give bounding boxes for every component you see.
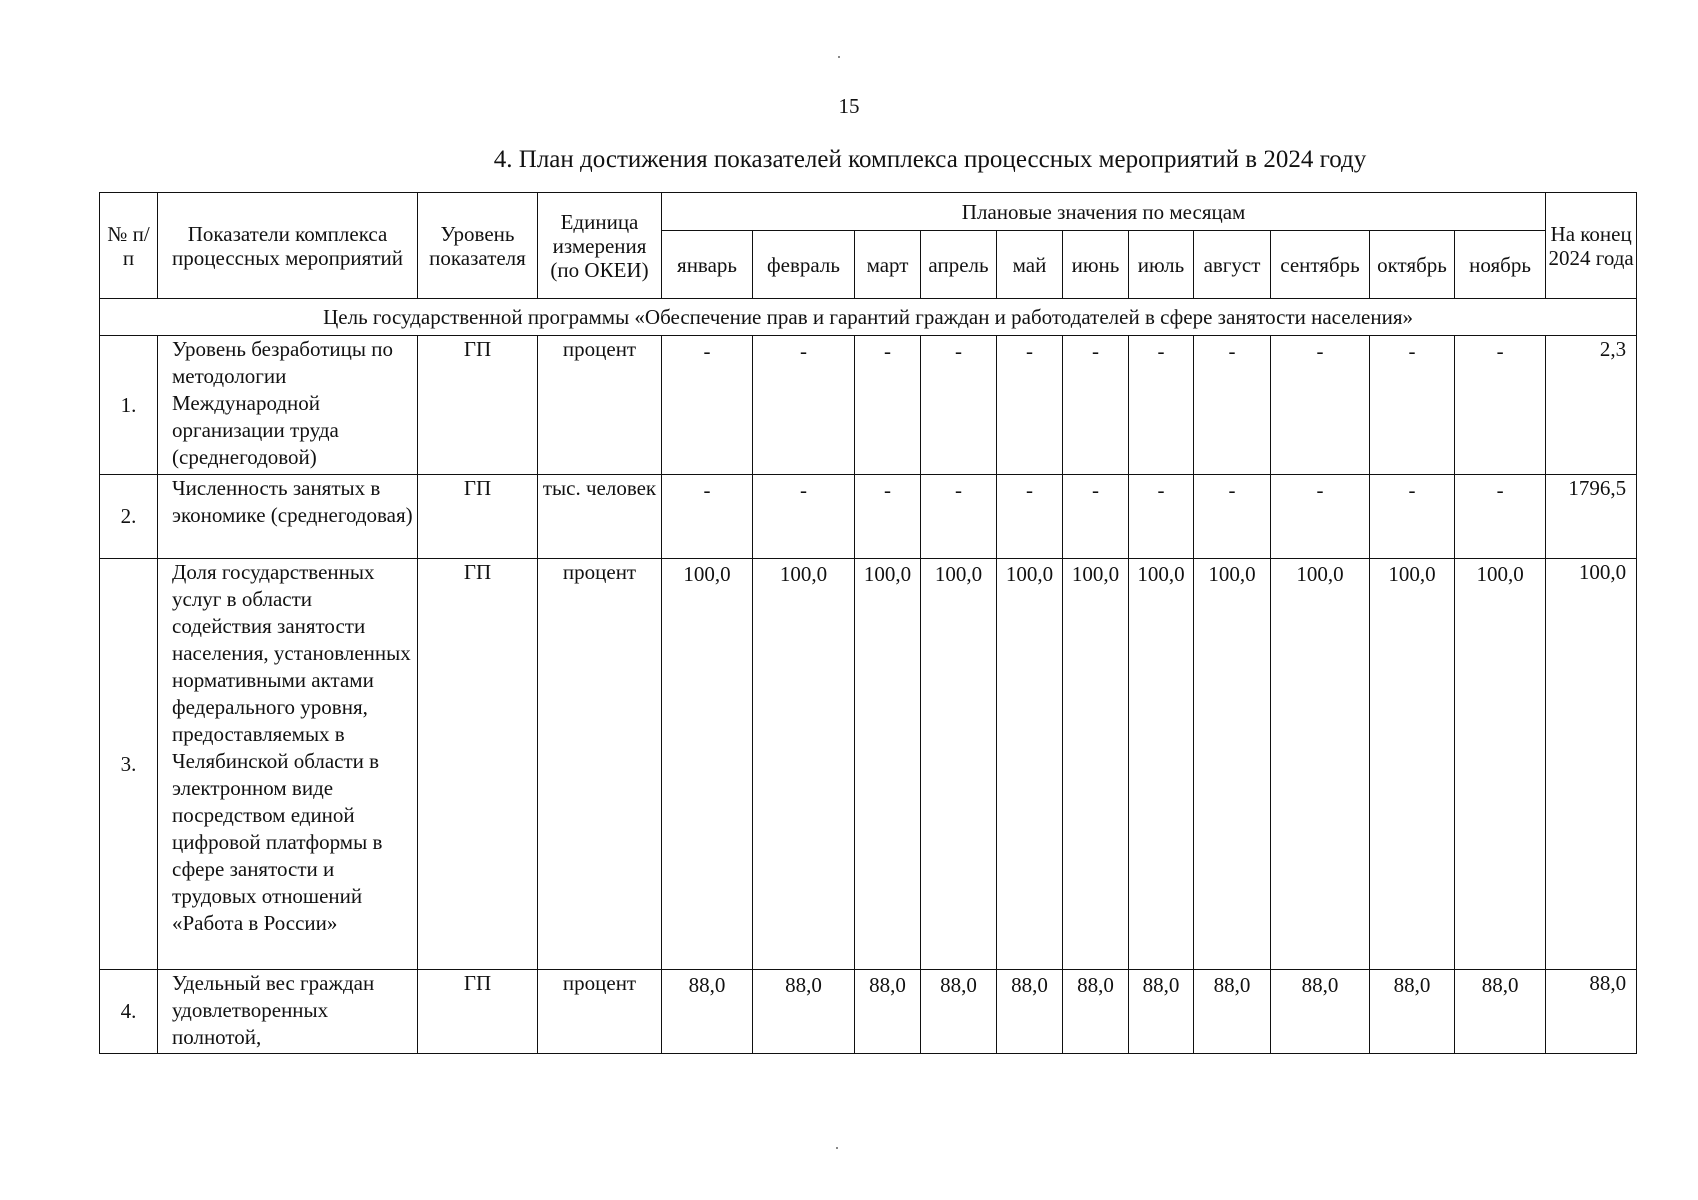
row-month-value: - [1194, 475, 1271, 559]
header-month: август [1194, 231, 1271, 299]
row-month-value: 88,0 [855, 970, 921, 1054]
header-month: апрель [921, 231, 997, 299]
row-month-value: - [1063, 475, 1129, 559]
row-level: ГП [418, 970, 538, 1054]
row-month-value: - [855, 336, 921, 475]
row-month-value: 100,0 [1271, 559, 1370, 970]
row-month-value: 88,0 [1271, 970, 1370, 1054]
row-month-value: 88,0 [753, 970, 855, 1054]
row-unit: процент [538, 559, 662, 970]
row-month-value: 88,0 [1194, 970, 1271, 1054]
row-name: Уровень безработицы по методологии Международной организации труда (среднегодовой) [158, 336, 418, 475]
scan-speck [836, 1147, 838, 1149]
row-month-value: - [1370, 475, 1455, 559]
row-end-value: 100,0 [1546, 559, 1637, 970]
row-month-value: - [1370, 336, 1455, 475]
row-num: 3. [100, 559, 158, 970]
row-month-value: - [997, 475, 1063, 559]
row-month-value: 88,0 [921, 970, 997, 1054]
row-month-value: 100,0 [997, 559, 1063, 970]
header-month: январь [662, 231, 753, 299]
row-num: 2. [100, 475, 158, 559]
goal-row: Цель государственной программы «Обеспечение прав и гарантий граждан и работодателей в сфере занятости населения» [100, 299, 1637, 336]
row-month-value: 100,0 [662, 559, 753, 970]
row-month-value: 88,0 [1129, 970, 1194, 1054]
header-num: № п/п [100, 193, 158, 299]
row-month-value: 100,0 [1129, 559, 1194, 970]
header-month: ноябрь [1455, 231, 1546, 299]
row-unit: процент [538, 970, 662, 1054]
plan-table [99, 192, 1637, 1054]
header-unit: Единица измерения (по ОКЕИ) [538, 193, 662, 299]
row-unit: процент [538, 336, 662, 475]
row-month-value: - [1271, 475, 1370, 559]
row-month-value: 88,0 [662, 970, 753, 1054]
row-num: 4. [100, 970, 158, 1054]
row-level: ГП [418, 475, 538, 559]
table-row [100, 475, 1637, 559]
row-name: Удельный вес граждан удовлетворенных полнотой, [158, 970, 418, 1054]
row-month-value: - [855, 475, 921, 559]
row-month-value: 100,0 [1455, 559, 1546, 970]
row-month-value: - [1129, 336, 1194, 475]
row-month-value: - [1194, 336, 1271, 475]
row-month-value: - [997, 336, 1063, 475]
row-month-value: - [1455, 475, 1546, 559]
header-month: июль [1129, 231, 1194, 299]
row-month-value: 100,0 [1370, 559, 1455, 970]
row-unit: тыс. человек [538, 475, 662, 559]
header-month: октябрь [1370, 231, 1455, 299]
row-month-value: - [753, 475, 855, 559]
row-month-value: - [921, 336, 997, 475]
header-month: февраль [753, 231, 855, 299]
row-month-value: - [1063, 336, 1129, 475]
row-num: 1. [100, 336, 158, 475]
row-month-value: 88,0 [1455, 970, 1546, 1054]
header-indicator: Показатели комплекса процессных мероприятий [158, 193, 418, 299]
row-month-value: 100,0 [1063, 559, 1129, 970]
row-month-value: 88,0 [1063, 970, 1129, 1054]
header-month: май [997, 231, 1063, 299]
table-row [100, 336, 1637, 475]
row-month-value: 100,0 [1194, 559, 1271, 970]
page-title: 4. План достижения показателей комплекса процессных мероприятий в 2024 году [493, 146, 1367, 173]
row-month-value: - [662, 475, 753, 559]
row-month-value: 100,0 [855, 559, 921, 970]
row-month-value: 100,0 [921, 559, 997, 970]
scan-speck [838, 56, 840, 58]
row-month-value: - [1129, 475, 1194, 559]
header-month: сентябрь [1271, 231, 1370, 299]
row-month-value: 88,0 [1370, 970, 1455, 1054]
row-month-value: - [1455, 336, 1546, 475]
header-end-of-year: На конец 2024 года [1546, 193, 1637, 299]
header-month: март [855, 231, 921, 299]
row-month-value: - [1271, 336, 1370, 475]
table-row [100, 559, 1637, 970]
header-planned-by-month: Плановые значения по месяцам [662, 193, 1546, 231]
row-month-value: - [662, 336, 753, 475]
row-level: ГП [418, 559, 538, 970]
row-name: Численность занятых в экономике (среднегодовая) [158, 475, 418, 559]
row-end-value: 88,0 [1546, 970, 1637, 1054]
row-end-value: 1796,5 [1546, 475, 1637, 559]
page-number: 15 [838, 94, 860, 118]
row-month-value: - [921, 475, 997, 559]
row-month-value: 100,0 [753, 559, 855, 970]
table-row [100, 970, 1637, 1054]
row-month-value: 88,0 [997, 970, 1063, 1054]
row-month-value: - [753, 336, 855, 475]
header-month: июнь [1063, 231, 1129, 299]
row-end-value: 2,3 [1546, 336, 1637, 475]
header-level: Уровень показателя [418, 193, 538, 299]
row-name: Доля государственных услуг в области содействия занятости населения, установленных нормативными актами федерального уровня, предоставляемых в Челябинской области в электронном виде посредством единой цифровой платформы в сфере занятости и трудовых отношений «Работа в России» [158, 559, 418, 970]
row-level: ГП [418, 336, 538, 475]
